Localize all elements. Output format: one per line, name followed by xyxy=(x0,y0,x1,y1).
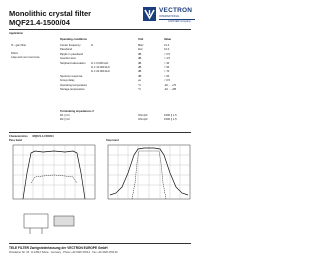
footer-address: Potsdamer Str. 18 · D-14513 Teltow · Germany · Phone +49 3328 4784-0 · Fax +49 3328 4784-30 xyxy=(9,251,118,254)
spec-row xyxy=(60,88,192,92)
package-side-view xyxy=(54,216,74,226)
spec-condition: fo xyxy=(91,44,94,47)
header-rule xyxy=(9,29,191,30)
termination-value: 1500 || 1.5 xyxy=(164,114,177,118)
spec-value: 21.4 xyxy=(164,44,170,47)
application-item: IF - gain filter xyxy=(11,44,27,47)
termination-value: 1500 || 1.5 xyxy=(164,118,177,122)
spec-header-value: Value xyxy=(164,38,172,41)
spec-condition: fo ± 10.000 kHz xyxy=(91,65,110,69)
spec-unit: µs xyxy=(138,79,141,83)
spec-unit: dB xyxy=(138,52,142,56)
vectron-logo xyxy=(143,7,156,21)
characteristics-label: Characteristics xyxy=(9,135,28,138)
spec-parameter: Center frequency xyxy=(60,44,81,47)
spec-unit: °C xyxy=(138,87,142,91)
spec-parameter: Passband xyxy=(60,48,72,52)
spec-unit: dB xyxy=(138,57,142,61)
passband-label: Pass band xyxy=(9,139,22,142)
spec-value: < 0.5 xyxy=(164,52,171,56)
passband-chart xyxy=(9,143,99,203)
characteristics-code: MQF21.4-1500/04 xyxy=(32,135,54,138)
spec-condition: fo ± 6.000 kHz xyxy=(91,61,109,65)
spec-value: < 4.5 xyxy=(164,57,171,61)
spec-parameter: Operating temperature xyxy=(60,83,88,87)
spec-unit: dB xyxy=(138,70,142,74)
termination-label: R2 || C2 xyxy=(60,118,70,122)
spec-parameter: Ripple in passband xyxy=(60,52,83,56)
spec-unit: dB xyxy=(138,61,142,65)
application-item: Ldqo and xxxx tool cross xyxy=(11,56,40,59)
logo-company: A DOVER company xyxy=(168,20,191,23)
spec-value: -20 ... +70 xyxy=(164,83,177,87)
spec-condition: fo ± 20.000 kHz xyxy=(91,70,110,74)
spec-value: > 60 xyxy=(164,65,170,69)
termination-row xyxy=(60,118,192,122)
termination-label: R1 || C1 xyxy=(60,114,70,118)
logo-wordmark: VECTRON xyxy=(159,7,193,14)
package-outline xyxy=(24,214,48,228)
termination-unit: Ohm/pF xyxy=(138,114,148,118)
termination-heading-text: Terminating impedances Z xyxy=(60,110,94,113)
page-title: Monolithic crystal filter xyxy=(9,9,92,18)
spec-value: > 60 xyxy=(164,74,170,78)
termination-block xyxy=(60,110,192,123)
spec-header-unit: Unit xyxy=(138,38,144,41)
part-number: MQF21.4-1500/04 xyxy=(9,18,70,27)
termination-unit: Ohm/pF xyxy=(138,118,148,122)
spec-unit: kHz xyxy=(138,48,143,52)
spec-value: > 30 xyxy=(164,61,170,65)
spec-parameter: Group delay xyxy=(60,79,75,83)
spec-unit: °C xyxy=(138,83,142,87)
stopband-label: Stop band xyxy=(106,139,119,142)
spec-parameter: Spurious response xyxy=(60,74,83,78)
spec-header-conditions: Operating conditions xyxy=(60,38,88,41)
spec-parameter: Stopband attenuation xyxy=(60,61,86,65)
spec-value: < 0.5 xyxy=(164,79,171,83)
logo-subtitle: INTERNATIONAL xyxy=(159,15,180,18)
spec-table xyxy=(60,44,192,92)
application-item: Fillers xyxy=(11,52,18,55)
spec-value: ±2.0 xyxy=(164,48,170,52)
footer-rule xyxy=(9,243,191,244)
spec-value: -40 ... +85 xyxy=(164,87,177,91)
spec-unit: dB xyxy=(138,65,142,69)
spec-parameter: Insertion loss xyxy=(60,57,76,61)
spec-parameter: Storage temperature xyxy=(60,87,85,91)
section-rule xyxy=(9,132,191,133)
footer-company: TELE FILTER Zweigniederlassung der VECTRON EUROPE GmbH xyxy=(9,246,108,250)
spec-unit: MHz xyxy=(138,44,144,47)
characteristics-heading xyxy=(9,135,54,138)
application-heading: Application xyxy=(9,32,24,35)
package-drawing xyxy=(20,208,80,238)
stopband-chart xyxy=(104,143,194,203)
spec-unit: dB xyxy=(138,74,142,78)
spec-value: > 70 xyxy=(164,70,170,74)
